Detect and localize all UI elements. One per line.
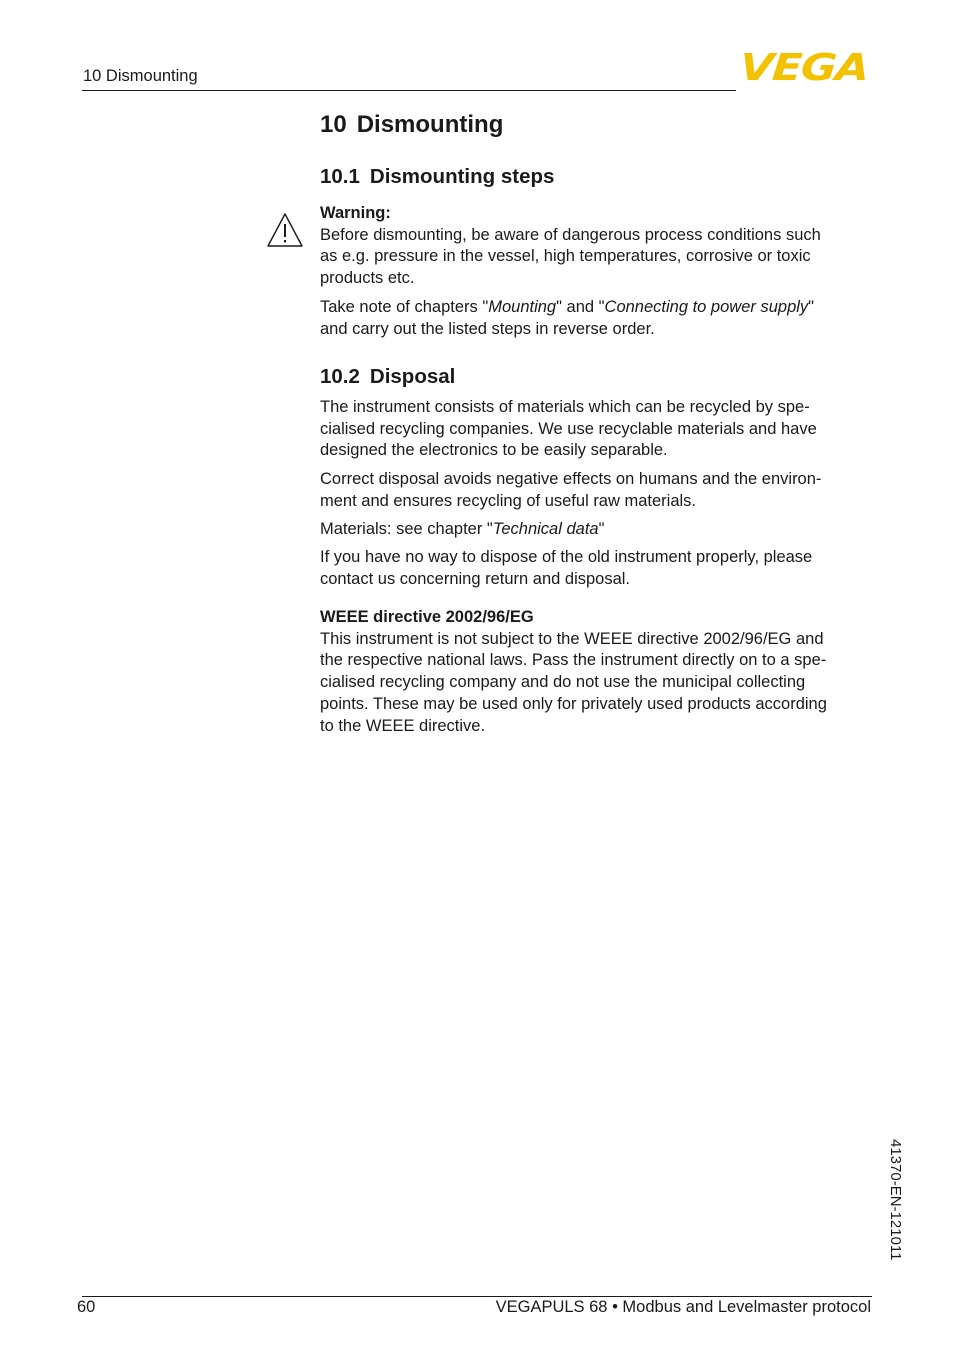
page-number: 60: [77, 1298, 96, 1316]
warning-block: [320, 203, 872, 290]
chapter-reference-mounting: Mounting: [488, 298, 557, 316]
section-title: Disposal: [369, 365, 456, 388]
chapter-reference-power-supply: Connecting to power supply: [604, 298, 809, 316]
warning-text: Before dismounting, be aware of dangerous process conditions such as e.g. pressure in the vessel, high temperatures, corrosive or toxic products etc.: [320, 225, 821, 288]
disposal-paragraph-3: [320, 519, 872, 541]
section-heading-dismounting-steps: [320, 165, 554, 189]
note-suffix: " and carry out the listed steps in reverse order.: [320, 298, 815, 338]
section-heading-disposal: [320, 365, 455, 389]
weee-heading: WEEE directive 2002/96/EG: [320, 608, 534, 626]
chapter-number: 10: [320, 111, 347, 138]
document-code: 41370-EN-121011: [887, 1139, 904, 1261]
disposal-paragraph-2: Correct disposal avoids negative effects on humans and the environ- ment and ensures recycling of useful raw materials.: [320, 470, 822, 510]
warning-triangle-icon: [266, 212, 304, 248]
header-divider: [82, 90, 736, 91]
logo-wordmark: VEGA: [738, 46, 871, 89]
warning-label: Warning:: [320, 204, 391, 222]
section-number: 10.2: [320, 365, 360, 388]
footer-document-title: VEGAPULS 68 • Modbus and Levelmaster protocol: [495, 1298, 871, 1316]
materials-suffix: ": [598, 520, 605, 538]
footer-divider: [82, 1296, 872, 1297]
note-mid: " and ": [556, 298, 605, 316]
note-prefix: Take note of chapters ": [320, 298, 489, 316]
chapter-title: Dismounting: [356, 111, 504, 138]
disposal-paragraph-1: The instrument consists of materials which can be recycled by spe- cialised recycling companies. We use recyclable materials and have designed the electronics to be easily separable.: [320, 398, 817, 460]
running-header: 10 Dismounting: [83, 67, 198, 85]
chapter-heading: [320, 111, 503, 139]
materials-prefix: Materials: see chapter ": [320, 520, 493, 538]
chapter-reference-technical-data: Technical data: [492, 520, 599, 538]
section-number: 10.1: [320, 165, 360, 188]
vega-logo: [738, 46, 873, 89]
note-paragraph: [320, 297, 872, 340]
weee-text: This instrument is not subject to the WEEE directive 2002/96/EG and the respective national laws. Pass the instrument directly on to a spe- cialised recycling company and do not use the municipal collecting points. These may be used only for privately used products according to the WEEE directive.: [320, 629, 827, 735]
section-title: Dismounting steps: [369, 165, 555, 188]
weee-block: [320, 607, 872, 737]
disposal-paragraph-4: If you have no way to dispose of the old instrument properly, please contact us concerning return and disposal.: [320, 548, 813, 588]
